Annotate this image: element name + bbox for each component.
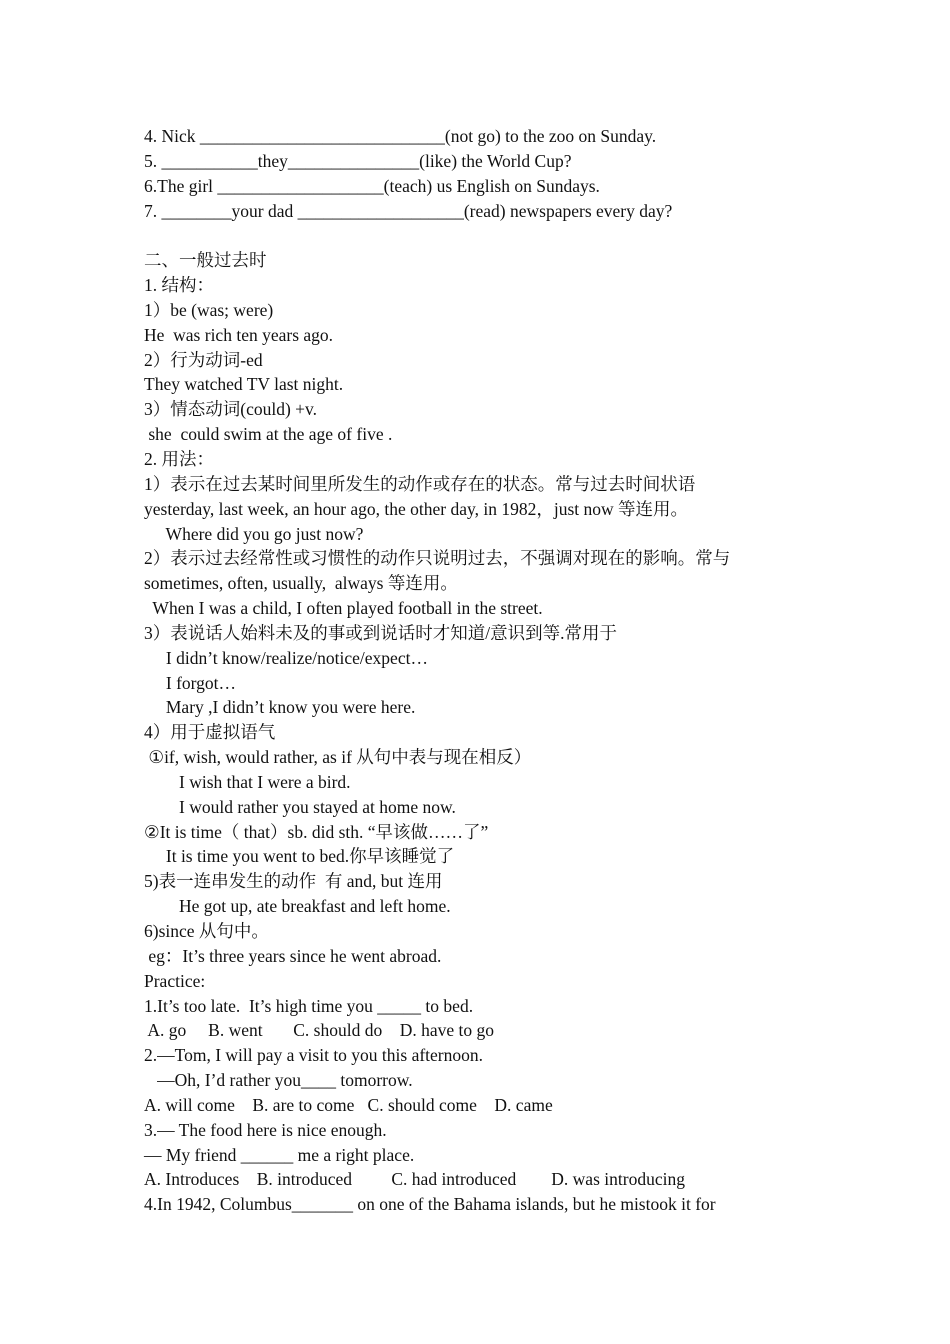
exercise-line-7: 7. ________your dad ___________________(read) newspapers every day? xyxy=(144,200,673,221)
practice-question-1: 1.It’s too late. It’s high time you _____ to bed. xyxy=(144,995,474,1016)
usage-item-2-cont: sometimes, often, usually, always 等连用。 xyxy=(144,573,458,594)
exercise-line-6: 6.The girl ___________________(teach) us English on Sundays. xyxy=(144,175,600,196)
usage-example-4a1: I wish that I were a bird. xyxy=(144,771,351,792)
structure-item-1: 1）be (was; were) xyxy=(144,299,274,320)
usage-item-5: 5)表一连串发生的动作 有 and, but 连用 xyxy=(144,871,443,892)
usage-example-3b: I forgot… xyxy=(144,672,237,693)
practice-options-3: A. Introduces B. introduced C. had introduced D. was introducing xyxy=(144,1169,685,1190)
practice-question-2-cont: —Oh, I’d rather you____ tomorrow. xyxy=(144,1070,413,1091)
practice-options-2: A. will come B. are to come C. should come D. came xyxy=(144,1094,553,1115)
structure-example-2: They watched TV last night. xyxy=(144,374,344,395)
usage-item-4: 4）用于虚拟语气 xyxy=(144,722,276,743)
usage-example-4b: It is time you went to bed.你早该睡觉了 xyxy=(144,846,455,867)
usage-example-4a2: I would rather you stayed at home now. xyxy=(144,796,456,817)
usage-item-3: 3）表说话人始料未及的事或到说话时才知道/意识到等.常用于 xyxy=(144,622,617,643)
usage-example-1: Where did you go just now? xyxy=(144,523,364,544)
exercise-line-4: 4. Nick ____________________________(not go) to the zoo on Sunday. xyxy=(144,126,657,146)
practice-heading: Practice: xyxy=(144,970,206,991)
usage-heading: 2. 用法： xyxy=(144,448,214,469)
blank-line xyxy=(144,223,804,248)
structure-example-3: she could swim at the age of five . xyxy=(144,424,393,445)
structure-heading: 1. 结构： xyxy=(144,275,214,296)
usage-item-1-cont: yesterday, last week, an hour ago, the other day, in 1982，just now 等连用。 xyxy=(144,498,689,519)
document-body xyxy=(144,124,804,1217)
usage-example-6: eg：It’s three years since he went abroad. xyxy=(144,945,442,966)
practice-question-3-cont: — My friend ______ me a right place. xyxy=(144,1144,415,1165)
usage-example-5: He got up, ate breakfast and left home. xyxy=(144,896,451,917)
exercise-line-5: 5. ___________they_______________(like) the World Cup? xyxy=(144,150,572,171)
practice-question-3: 3.— The food here is nice enough. xyxy=(144,1119,387,1140)
section-heading: 二、一般过去时 xyxy=(144,250,267,271)
usage-example-3c: Mary ,I didn’t know you were here. xyxy=(144,697,416,718)
usage-example-3a: I didn’t know/realize/notice/expect… xyxy=(144,647,428,668)
structure-example-1: He was rich ten years ago. xyxy=(144,324,334,345)
usage-item-4a: ①if, wish, would rather, as if 从句中表与现在相反） xyxy=(144,747,532,768)
usage-item-1: 1）表示在过去某时间里所发生的动作或存在的状态。常与过去时间状语 xyxy=(144,473,696,494)
practice-question-2: 2.—Tom, I will pay a visit to you this afternoon. xyxy=(144,1045,484,1066)
structure-item-3: 3）情态动词(could) +v. xyxy=(144,399,318,420)
usage-example-2: When I was a child, I often played football in the street. xyxy=(144,598,543,619)
usage-item-6: 6)since 从句中。 xyxy=(144,921,269,941)
usage-item-2: 2）表示过去经常性或习惯性的动作只说明过去，不强调对现在的影响。常与 xyxy=(144,548,731,569)
usage-item-4b: ②It is time（ that）sb. did sth. “早该做……了” xyxy=(144,821,489,842)
practice-question-4: 4.In 1942, Columbus_______ on one of the Bahama islands, but he mistook it for xyxy=(144,1194,716,1215)
practice-options-1: A. go B. went C. should do D. have to go xyxy=(144,1020,494,1041)
structure-item-2: 2）行为动词-ed xyxy=(144,349,263,370)
